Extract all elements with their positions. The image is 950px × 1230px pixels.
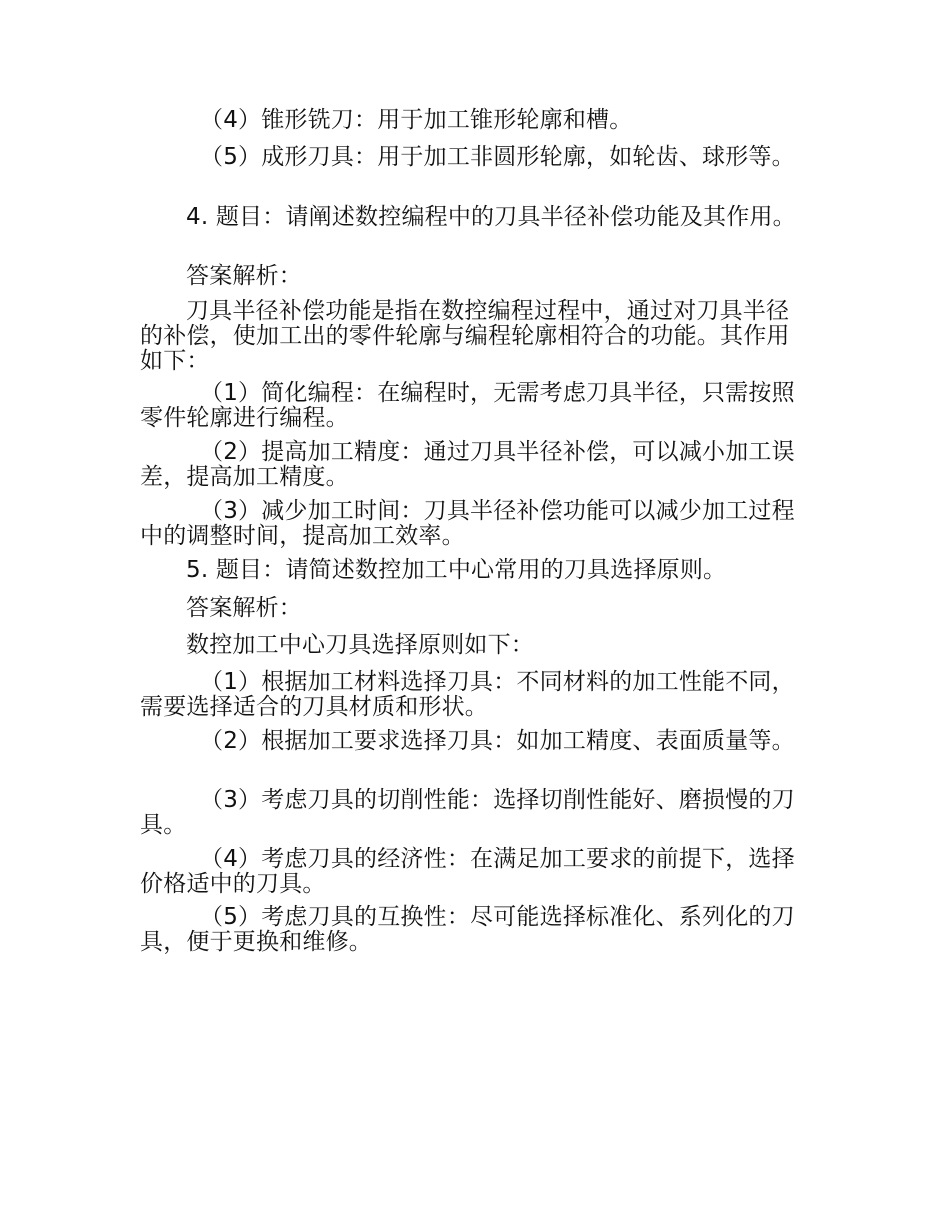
question-4-heading: 4. 题目：请阐述数控编程中的刀具半径补偿功能及其作用。 <box>186 204 796 230</box>
answer-label-5: 答案解析： <box>186 595 302 621</box>
item-form-tool: （5）成形刀具：用于加工非圆形轮廓，如轮齿、球形等。 <box>200 144 795 170</box>
answer-5-point-2: （2）根据加工要求选择刀具：如加工精度、表面质量等。 <box>200 728 795 754</box>
answer-4-point-1: （1）简化编程：在编程时，无需考虑刀具半径，只需按照零件轮廓进行编程。 <box>140 380 795 431</box>
item-tapered-mill: （4）锥形铣刀：用于加工锥形轮廓和槽。 <box>200 107 633 133</box>
answer-5-point-1: （1）根据加工材料选择刀具：不同材料的加工性能不同，需要选择适合的刀具材质和形状。 <box>140 669 795 720</box>
answer-5-intro: 数控加工中心刀具选择原则如下： <box>186 632 534 658</box>
answer-5-point-4: （4）考虑刀具的经济性：在满足加工要求的前提下，选择价格适中的刀具。 <box>140 846 795 897</box>
answer-label-4: 答案解析： <box>186 263 302 289</box>
answer-5-point-3: （3）考虑刀具的切削性能：选择切削性能好、磨损慢的刀具。 <box>140 787 795 838</box>
answer-4-intro: 刀具半径补偿功能是指在数控编程过程中，通过对刀具半径的补偿，使加工出的零件轮廓与编程轮廓相符合的功能。其作用如下： <box>140 298 790 374</box>
answer-4-point-2: （2）提高加工精度：通过刀具半径补偿，可以减小加工误差，提高加工精度。 <box>140 439 795 490</box>
answer-4-point-3: （3）减少加工时间：刀具半径补偿功能可以减少加工过程中的调整时间，提高加工效率。 <box>140 498 795 549</box>
question-5-heading: 5. 题目：请简述数控加工中心常用的刀具选择原则。 <box>186 557 727 583</box>
answer-5-point-5: （5）考虑刀具的互换性：尽可能选择标准化、系列化的刀具，便于更换和维修。 <box>140 904 795 955</box>
